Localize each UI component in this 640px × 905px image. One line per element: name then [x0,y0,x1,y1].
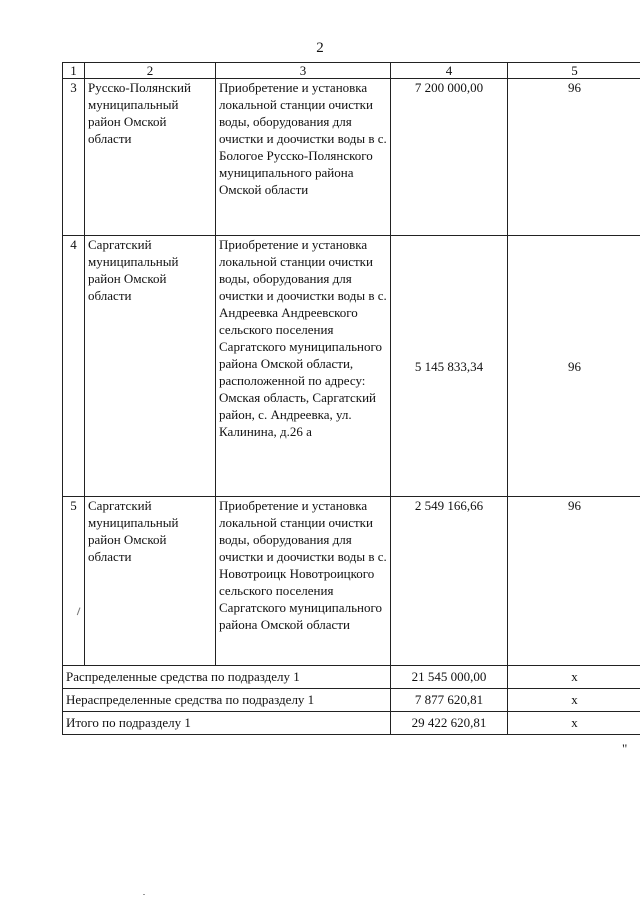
summary-row-undistributed [63,689,640,712]
page-number: 2 [316,40,324,56]
header-cell: 2 [85,63,216,79]
header-cell: 4 [391,63,508,79]
summary-mark: х [508,666,640,689]
summary-label: Итого по подразделу 1 [63,712,391,735]
summary-amount: 29 422 620,81 [391,712,508,735]
recipient-cell: Саргатский муниципальный район Омской области [85,236,216,497]
percent-cell: 96 [508,497,640,666]
scan-dot [143,894,145,895]
amount-cell: 2 549 166,66 [391,497,508,666]
percent-cell: 96 [508,236,640,497]
summary-amount: 7 877 620,81 [391,689,508,712]
header-cell: 1 [63,63,85,79]
row-number: 5 [63,497,85,666]
recipient-cell: Русско-Полянский муниципальный район Омской области [85,79,216,236]
summary-amount: 21 545 000,00 [391,666,508,689]
closing-quote: " [622,741,628,756]
amount-cell: 5 145 833,34 [391,236,508,497]
recipient-cell: Саргатский муниципальный район Омской области [85,497,216,666]
table-row [63,497,640,666]
header-cell: 3 [216,63,391,79]
purpose-cell: Приобретение и установка локальной станции очистки воды, оборудования для очистки и доочистки воды в с. Бологое Русско-Полянского муниципального района Омской области [216,79,391,236]
summary-row-distributed [63,666,640,689]
summary-mark: х [508,689,640,712]
percent-cell: 96 [508,79,640,236]
row-number: 4 [63,236,85,497]
purpose-cell: Приобретение и установка локальной станции очистки воды, оборудования для очистки и доочистки воды в с. Новотроицк Новотроицкого сельского поселения Саргатского муниципального района Омской области [216,497,391,666]
table-header-row [63,63,640,79]
amount-cell: 7 200 000,00 [391,79,508,236]
purpose-cell: Приобретение и установка локальной станции очистки воды, оборудования для очистки и доочистки воды в с. Андреевка Андреевского сельского поселения Саргатского муниципального района Омской области, расположенной по адресу: Омская область, Саргатский район, с. Андреевка, ул. Калинина, д.26 а [216,236,391,497]
header-cell: 5 [508,63,640,79]
summary-mark: х [508,712,640,735]
table-row [63,79,640,236]
summary-row-total [63,712,640,735]
summary-label: Нераспределенные средства по подразделу 1 [63,689,391,712]
table-row [63,236,640,497]
funding-table [62,62,640,735]
row-number: 3 [63,79,85,236]
summary-label: Распределенные средства по подразделу 1 [63,666,391,689]
